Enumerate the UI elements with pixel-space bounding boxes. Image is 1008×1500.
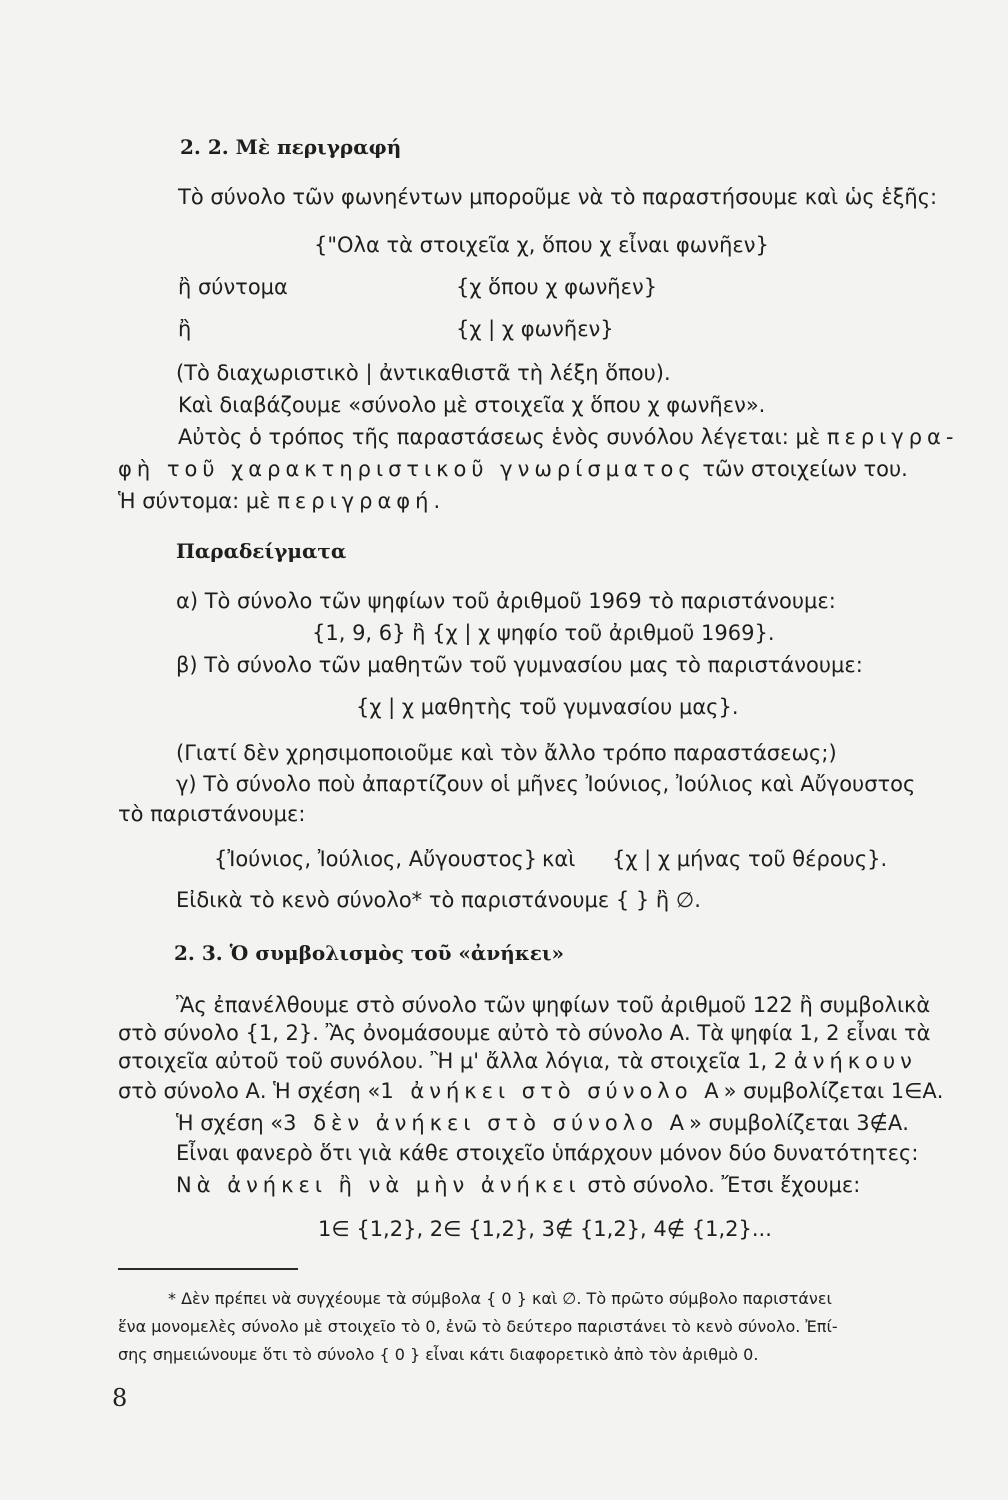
membership-formula: 1∈ {1,2}, 2∈ {1,2}, 3∉ {1,2}, 4∉ {1,2}... bbox=[318, 1217, 772, 1241]
spaced-term: 1 ἀνήκει στὸ σύνολο Α bbox=[380, 1079, 724, 1103]
set-notation: {χ | χ φωνῆεν} bbox=[456, 317, 614, 341]
example-c: γ) Τὸ σύνολο ποὺ ἀπαρτίζουν οἱ μῆνες Ἰούνιος, Ἰούλιος καὶ Αὔγουστος bbox=[176, 772, 916, 796]
example-a: α) Τὸ σύνολο τῶν ψηφίων τοῦ ἀριθμοῦ 1969 τὸ παριστάνουμε: bbox=[176, 589, 836, 613]
paragraph-line bbox=[118, 488, 445, 514]
label-or: ἢ bbox=[178, 317, 192, 341]
label-short: ἢ σύντομα bbox=[178, 275, 288, 299]
section-heading-2-3: 2. 3. Ὁ συμβολισμὸς τοῦ «ἀνήκει» bbox=[174, 941, 565, 965]
spaced-term: ἀνήκουν bbox=[793, 1049, 917, 1073]
set-notation: {χ | χ μήνας τοῦ θέρους}. bbox=[612, 847, 888, 871]
set-notation: {χ ὅπου χ φωνῆεν} bbox=[456, 275, 658, 299]
spaced-term: περιγραφή. bbox=[277, 489, 446, 513]
spaced-term: φὴ τοῦ χαρακτηριστικοῦ γνωρίσματος bbox=[118, 457, 696, 481]
paragraph-line: Τὸ σύνολο τῶν φωνηέντων μποροῦμε νὰ τὸ παραστήσουμε καὶ ὡς ἑξῆς: bbox=[178, 185, 938, 209]
spaced-term: Νὰ ἀνήκει ἢ νὰ μὴν ἀνήκει bbox=[176, 1173, 581, 1197]
conjunction: καὶ bbox=[542, 847, 576, 871]
paragraph-line bbox=[176, 1172, 860, 1198]
paragraph-line: Καὶ διαβάζουμε «σύνολο μὲ στοιχεῖα χ ὅπου χ φωνῆεν». bbox=[178, 393, 766, 417]
paragraph-line: (Γιατί δὲν χρησιμοποιοῦμε καὶ τὸν ἄλλο τρόπο παραστάσεως;) bbox=[176, 741, 837, 765]
paragraph-line bbox=[118, 1048, 917, 1074]
set-notation: {Ἰούνιος, Ἰούλιος, Αὔγουστος} bbox=[214, 847, 538, 871]
spaced-term: περιγρα- bbox=[826, 425, 959, 449]
text-run: Ἡ σύντομα: μὲ bbox=[118, 489, 278, 513]
set-notation: {χ | χ μαθητὴς τοῦ γυμνασίου μας}. bbox=[356, 695, 739, 719]
text-run: Ἡ σχέση « bbox=[176, 1111, 284, 1135]
paragraph-line bbox=[176, 1110, 909, 1136]
text-run: στοιχεῖα αὐτοῦ τοῦ συνόλου. Ἢ μ' ἄλλα λόγια, τὰ στοιχεῖα 1, 2 bbox=[118, 1049, 794, 1073]
paragraph-line: τὸ παριστάνουμε: bbox=[118, 802, 306, 826]
paragraph-line: Εἰδικὰ τὸ κενὸ σύνολο* τὸ παριστάνουμε { } ἢ ∅. bbox=[176, 888, 701, 912]
footnote-line: * Δὲν πρέπει νὰ συγχέουμε τὰ σύμβολα { 0 } καὶ ∅. Τὸ πρῶτο σύμβολο παριστάνει bbox=[168, 1289, 832, 1308]
text-run: Αὐτὸς ὁ τρόπος τῆς παραστάσεως ἑνὸς συνόλου λέγεται: μὲ bbox=[178, 425, 827, 449]
paragraph-line: Ἂς ἐπανέλθουμε στὸ σύνολο τῶν ψηφίων τοῦ ἀριθμοῦ 122 ἢ συμβολικὰ bbox=[176, 993, 931, 1017]
section-heading-2-2: 2. 2. Μὲ περιγραφή bbox=[180, 135, 402, 159]
footnote-line: ἕνα μονομελὲς σύνολο μὲ στοιχεῖο τὸ 0, ἐνῶ τὸ δεύτερο παριστάνει τὸ κενὸ σύνολο. Ἐπί- bbox=[118, 1317, 838, 1336]
set-notation: {1, 9, 6} ἢ {χ | χ ψηφίο τοῦ ἀριθμοῦ 1969}. bbox=[312, 621, 775, 645]
text-run: » συμβολίζεται 1∈Α. bbox=[723, 1079, 944, 1103]
example-b: β) Τὸ σύνολο τῶν μαθητῶν τοῦ γυμνασίου μας τὸ παριστάνουμε: bbox=[176, 653, 863, 677]
text-run: στὸ σύνολο. Ἔτσι ἔχουμε: bbox=[580, 1173, 861, 1197]
paragraph-line bbox=[178, 424, 958, 450]
set-notation: {"Ολα τὰ στοιχεῖα χ, ὅπου χ εἶναι φωνῆεν} bbox=[314, 233, 769, 257]
spaced-term: 3 δὲν ἀνήκει στὸ σύνολο Α bbox=[283, 1111, 690, 1135]
text-run: τῶν στοιχείων του. bbox=[695, 457, 908, 481]
paragraph-line bbox=[118, 1078, 943, 1104]
text-run: στὸ σύνολο Α. Ἡ σχέση « bbox=[118, 1079, 381, 1103]
page-number: 8 bbox=[112, 1384, 128, 1412]
examples-heading: Παραδείγματα bbox=[176, 539, 347, 563]
paragraph-line: Εἶναι φανερὸ ὅτι γιὰ κάθε στοιχεῖο ὑπάρχουν μόνον δύο δυνατότητες: bbox=[176, 1141, 919, 1165]
footnote-line: σης σημειώνουμε ὅτι τὸ σύνολο { 0 } εἶναι κάτι διαφορετικὸ ἀπὸ τὸν ἀριθμὸ 0. bbox=[118, 1345, 759, 1364]
paragraph-line: (Τὸ διαχωριστικὸ | ἀντικαθιστᾶ τὴ λέξη ὅπου). bbox=[176, 361, 671, 385]
paragraph-line: στὸ σύνολο {1, 2}. Ἂς ὀνομάσουμε αὐτὸ τὸ σύνολο Α. Τὰ ψηφία 1, 2 εἶναι τὰ bbox=[118, 1021, 931, 1045]
paragraph-line bbox=[118, 456, 908, 482]
text-run: » συμβολίζεται 3∉Α. bbox=[689, 1111, 909, 1135]
footnote-rule bbox=[118, 1268, 298, 1270]
